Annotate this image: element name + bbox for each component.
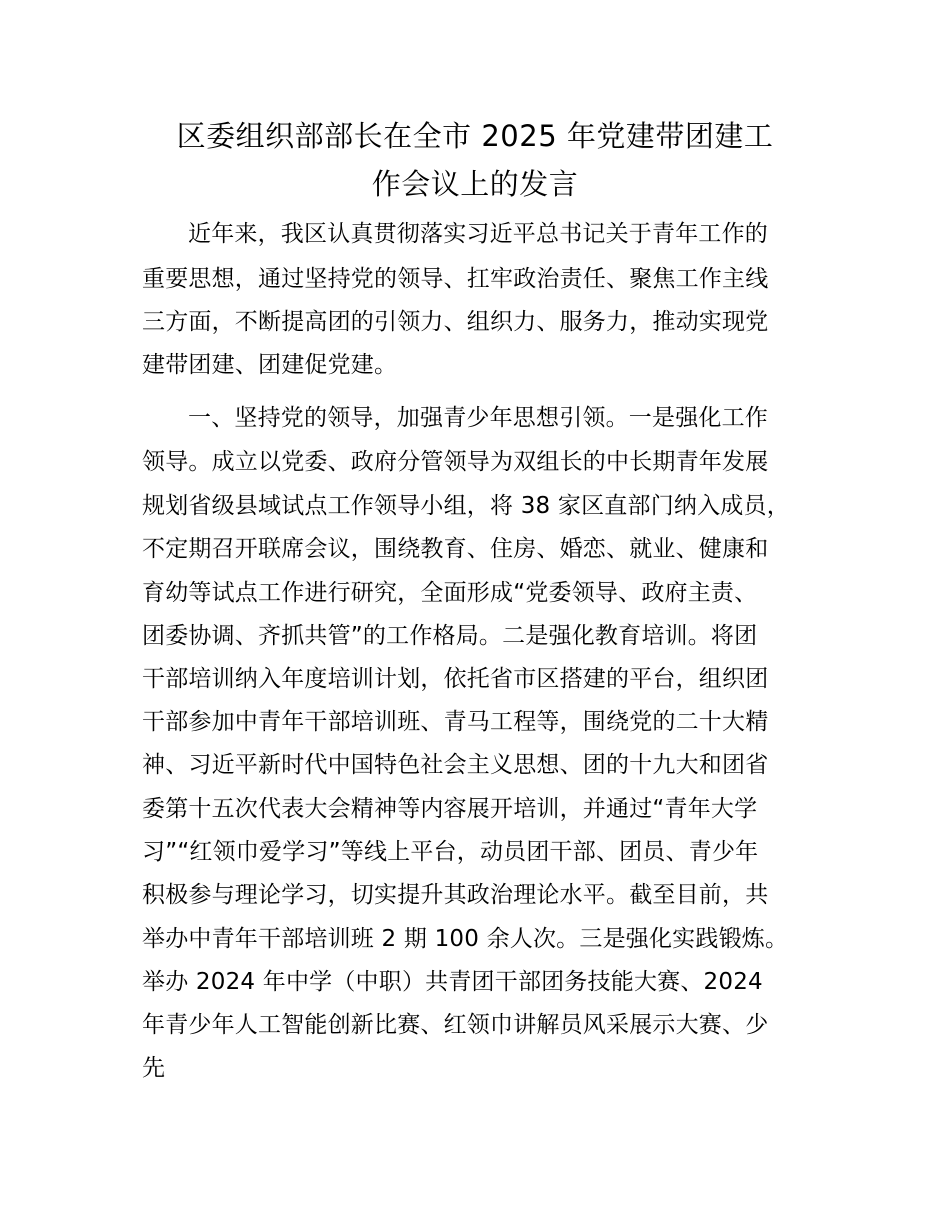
text-line: 干部培训纳入年度培训计划，依托省市区搭建的平台，组织团 [142, 666, 769, 692]
text-line: 干部参加中青年干部培训班、青马工程等，围绕党的二十大精 [142, 709, 769, 735]
text-line: 举办 2024 年中学（中职）共青团干部团务技能大赛、2024 [142, 969, 763, 995]
document-title [120, 112, 830, 208]
text-line: 神、习近平新时代中国特色社会主义思想、团的十九大和团省 [142, 752, 769, 778]
title-line: 区委组织部部长在全市 2025 年党建带团建工 [176, 119, 774, 153]
text-line: 举办中青年干部培训班 2 期 100 余人次。三是强化实践锻炼。 [142, 926, 789, 952]
text-line: 重要思想，通过坚持党的领导、扛牢政治责任、聚焦工作主线 [142, 266, 769, 292]
text-line: 建带团建、团建促党建。 [142, 352, 398, 378]
text-line: 先 [142, 1055, 166, 1081]
text-line: 规划省级县域试点工作领导小组，将 38 家区直部门纳入成员， [142, 493, 790, 519]
text-line: 育幼等试点工作进行研究，全面形成“党委领导、政府主责、 [142, 580, 758, 606]
text-line: 近年来，我区认真贯彻落实习近平总书记关于青年工作的 [188, 221, 768, 247]
title-line: 作会议上的发言 [371, 167, 579, 201]
text-line: 习”“红领巾爱学习”等线上平台，动员团干部、团员、青少年 [142, 839, 759, 865]
text-line: 一、坚持党的领导，加强青少年思想引领。一是强化工作 [188, 405, 768, 431]
text-line: 积极参与理论学习，切实提升其政治理论水平。截至目前，共 [142, 882, 769, 908]
text-line: 不定期召开联席会议，围绕教育、住房、婚恋、就业、健康和 [142, 536, 769, 562]
text-line: 领导。成立以党委、政府分管领导为双组长的中长期青年发展 [142, 449, 769, 475]
text-line: 委第十五次代表大会精神等内容展开培训，并通过“青年大学 [142, 796, 758, 822]
text-line: 年青少年人工智能创新比赛、红领巾讲解员风采展示大赛、少 [142, 1012, 769, 1038]
text-line: 团委协调、齐抓共管”的工作格局。二是强化教育培训。将团 [142, 623, 758, 649]
text-line: 三方面，不断提高团的引领力、组织力、服务力，推动实现党 [142, 309, 769, 335]
